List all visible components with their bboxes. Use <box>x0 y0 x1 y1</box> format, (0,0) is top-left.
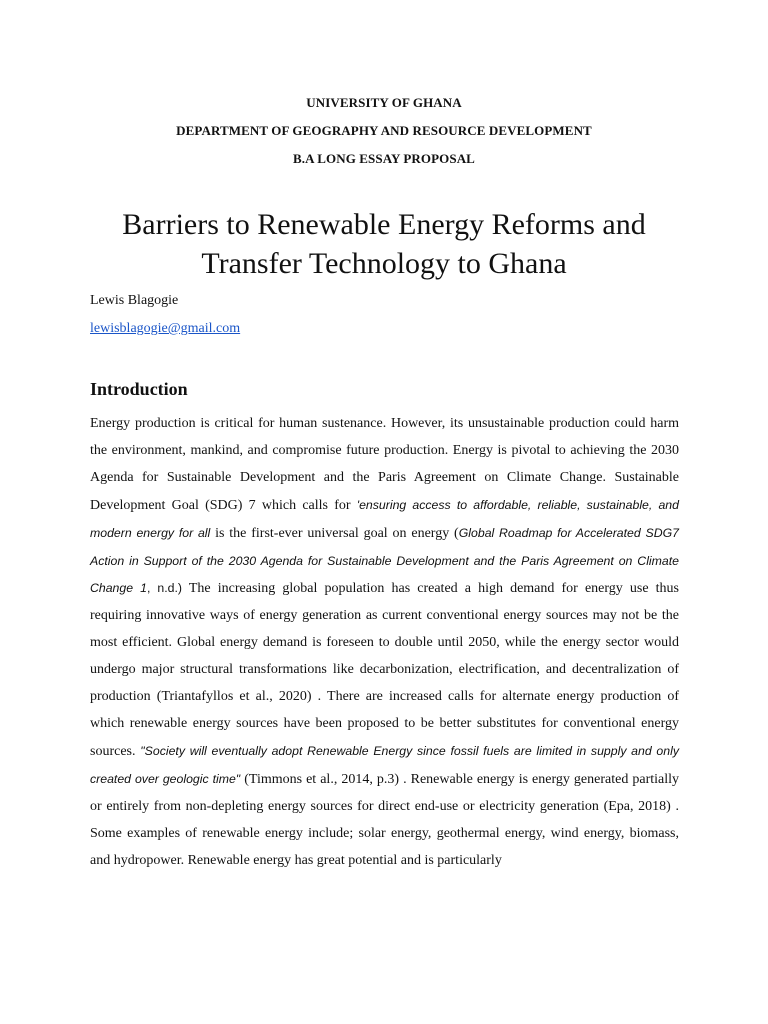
introduction-body <box>90 411 679 874</box>
university-name: UNIVERSITY OF GHANA <box>306 95 462 110</box>
intro-text-4: (Timmons et al., 2014, p.3) . Renewable energy is energy generated partially or entirely from non-depleting energy sources for direct end-use or electricity generation (Epa, 2018) . Some examples of renewable energy include; solar energy, geothermal energy, wind energy, biomass, and hydropower. Renewable energy has great potential and is particularly <box>90 771 680 868</box>
intro-text-2: is the first-ever universal goal on energy ( <box>210 525 459 541</box>
intro-text-3: The increasing global population has created a high demand for energy use thus requiring innovative ways of energy generation as current conventional energy sources may not be the most efficient. Global energy demand is foreseen to double until 2050, while the energy sector would undergo major structural transformations like decarbonization, electrification, and decentralization of production (Triantafyllos et al., 2020) . There are increased calls for alternate energy production of which renewable energy sources have been proposed to be better substitutes for conventional energy sources. <box>90 581 679 759</box>
department-name: DEPARTMENT OF GEOGRAPHY AND RESOURCE DEVELOPMENT <box>176 123 592 138</box>
intro-text-1: Energy production is critical for human sustenance. However, its unsustainable production could harm the environment, mankind, and compromise future production. Energy is pivotal to achieving the 2030 Agenda for Sustainable Development and the Paris Agreement on Climate Change. Sustainable Development Goal (SDG) 7 which calls for <box>90 416 679 513</box>
citation-tail: , n.d.) <box>146 581 183 596</box>
author-email-link[interactable]: lewisblagogie@gmail.com <box>90 321 241 336</box>
author-name: Lewis Blagogie <box>90 293 179 308</box>
introduction-paragraph <box>90 411 679 874</box>
document-title-line-2: Transfer Technology to Ghana <box>201 247 567 280</box>
introduction-heading: Introduction <box>90 379 188 399</box>
document-title-line-1: Barriers to Renewable Energy Reforms and <box>122 208 646 241</box>
timmons-quote: "Society will eventually adopt Renewable Energy since fossil fuels are limited in supply and only created over geologic time" <box>90 743 679 786</box>
sdg7-quote: 'ensuring access to affordable, reliable, sustainable, and modern energy for all <box>90 497 679 540</box>
global-roadmap-citation: Global Roadmap for Accelerated SDG7 Action in Support of the 2030 Agenda for Sustainable Development and the Paris Agreement on Climate Change 1 <box>90 525 679 596</box>
document-type: B.A LONG ESSAY PROPOSAL <box>293 151 475 166</box>
